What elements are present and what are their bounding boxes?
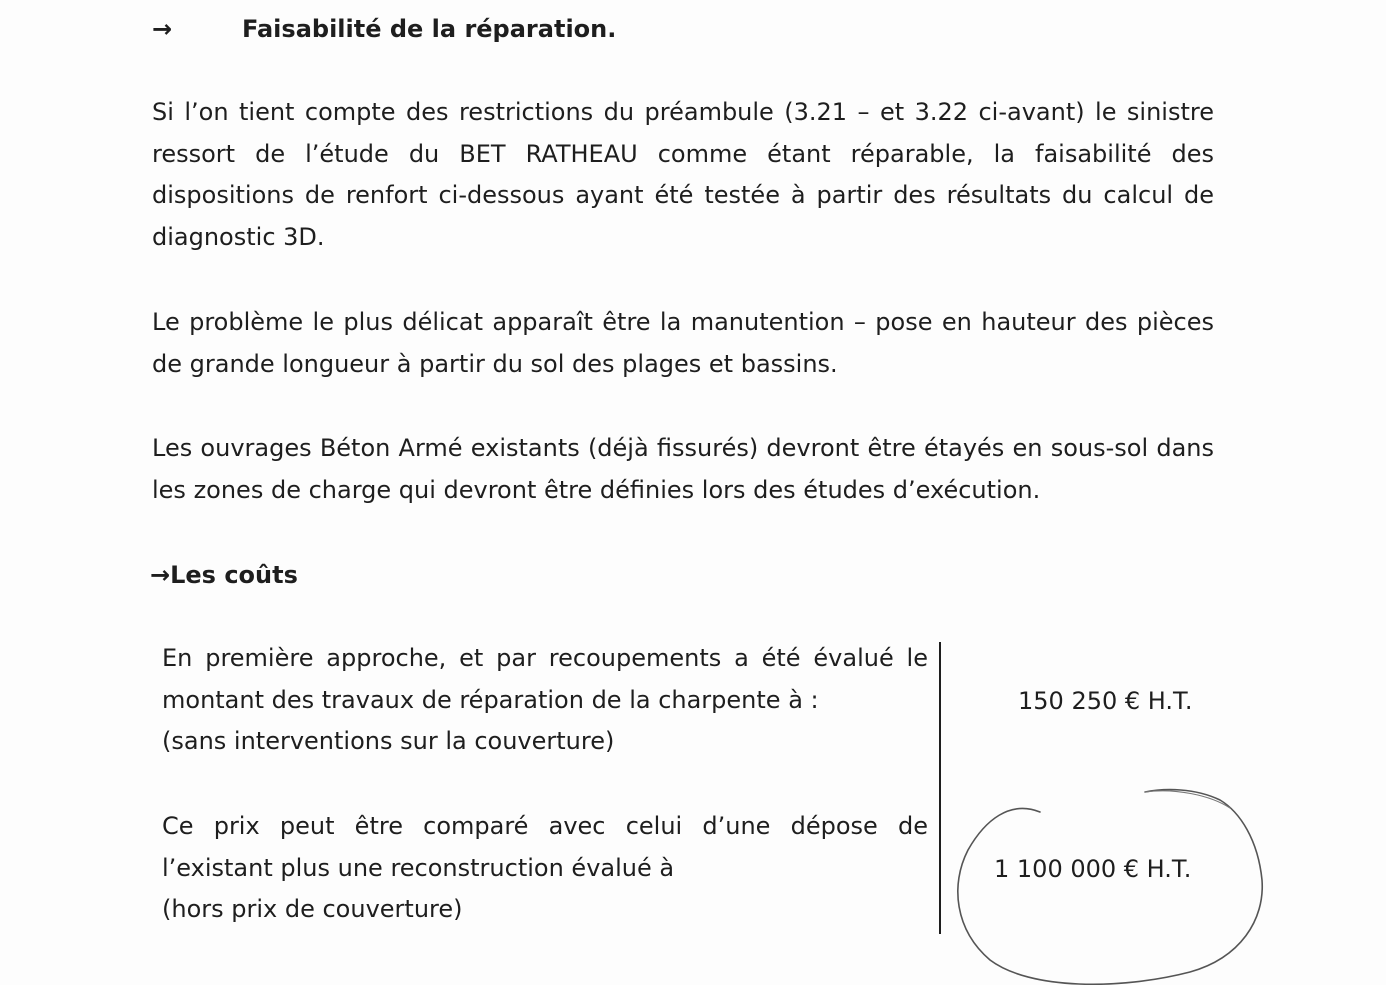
cost-column-divider (939, 642, 941, 934)
cost-row-rebuild (162, 806, 928, 931)
paragraph-handling: Le problème le plus délicat apparaît être la manutention – pose en hauteur des pièces de grande longueur à partir du sol des plages et bassins. (152, 308, 1214, 378)
paragraph-shoring: Les ouvrages Béton Armé existants (déjà fissurés) devront être étayés en sous-sol dans les zones de charge qui devront être définies lors des études d’exécution. (152, 434, 1214, 504)
cost-description: En première approche, et par recoupements a été évalué le montant des travaux de réparation de la charpente à : (162, 644, 928, 714)
cost-row-repair (162, 638, 928, 763)
arrow-icon: → (152, 15, 173, 43)
feasibility-heading (152, 14, 616, 44)
feasibility-title: Faisabilité de la réparation. (242, 15, 617, 43)
cost-amount-repair: 150 250 € H.T. (1018, 687, 1193, 715)
cost-description: Ce prix peut être comparé avec celui d’une dépose de l’existant plus une reconstruction évalué à (162, 812, 928, 882)
cost-note: (sans interventions sur la couverture) (162, 727, 615, 755)
cost-note: (hors prix de couverture) (162, 895, 463, 923)
pencil-circle-stroke (958, 790, 1262, 985)
paragraph-repairable: Si l’on tient compte des restrictions du préambule (3.21 – et 3.22 ci-avant) le sinistre ressort de l’étude du BET RATHEAU comme étant réparable, la faisabilité des dispositions de renfort ci-dessous ayant été testée à partir des résultats du calcul de diagnostic 3D. (152, 98, 1214, 251)
pencil-circle-stroke-tail (1145, 791, 1230, 808)
costs-heading: →Les coûts (150, 561, 298, 589)
cost-amount-rebuild: 1 100 000 € H.T. (994, 855, 1192, 883)
